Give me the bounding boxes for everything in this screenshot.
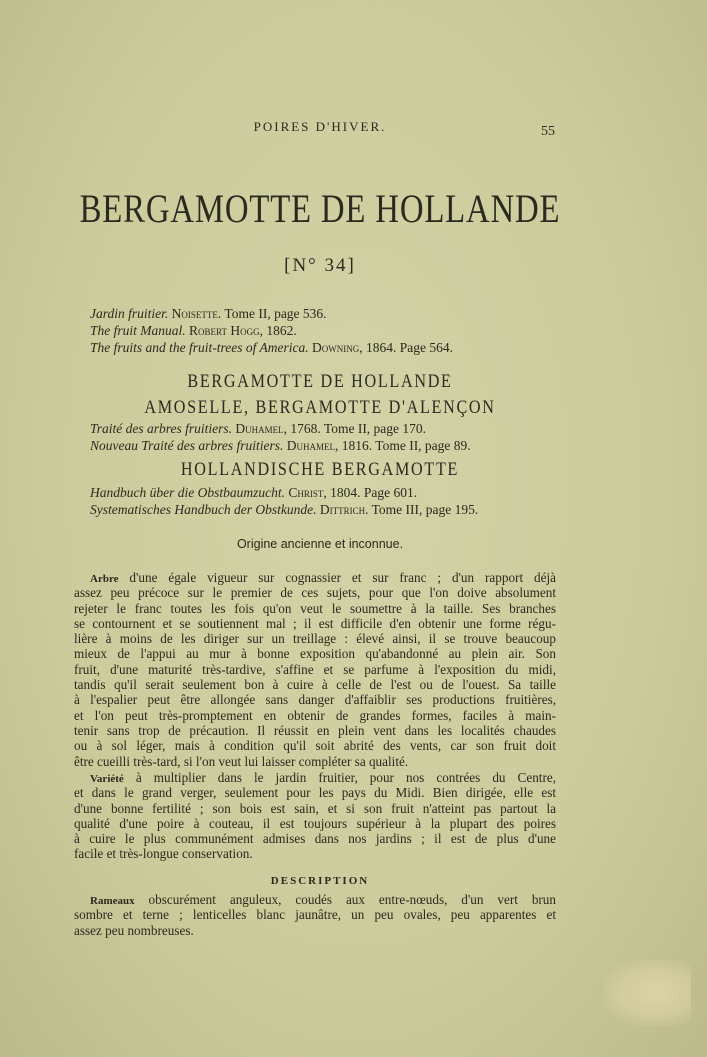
- line-text: qualité d'une poire à couteau, il est toujours supérieur à la plupart des poires: [74, 815, 556, 831]
- lead-word: Arbre: [90, 573, 119, 585]
- running-head: POIRES D'HIVER.: [253, 119, 387, 134]
- text-line: [74, 831, 556, 846]
- reference-title: Handbuch über die Obstbaumzucht.: [90, 485, 285, 500]
- line-text: mieux de l'appui au mur à bonne exposition qu'abandonné au plein air. Son: [74, 646, 556, 662]
- line-text: tenir sans trop de précaution. Il réussit en plein vent dans les localités chaudes: [74, 722, 556, 738]
- paragraph-variete: [74, 770, 556, 862]
- text-line: [74, 801, 556, 816]
- reference-line: [90, 485, 417, 501]
- origin-subheading: Origine ancienne et inconnue.: [236, 537, 404, 551]
- line-text: tandis qu'il serait seulement bon à cuire à celle de l'est ou de l'ouest. Sa taille: [74, 677, 556, 693]
- reference-author: Christ,: [288, 485, 327, 500]
- line-text: facile et très-longue conservation.: [74, 846, 253, 862]
- reference-detail: 1816. Tome II, page 89.: [341, 438, 471, 453]
- reference-author: Noisette.: [171, 306, 222, 321]
- reference-author: Duhamel,: [286, 438, 339, 453]
- paragraph-rameaux: [74, 892, 556, 938]
- reference-line: [90, 323, 297, 339]
- text-line: [74, 907, 556, 922]
- text-line: [74, 923, 556, 938]
- text-line: [74, 692, 556, 707]
- paragraph-arbre: [74, 570, 556, 769]
- line-text: obscurément anguleux, coudés aux entre-nœuds, d'un vert brun: [134, 892, 556, 907]
- synonym-heading: HOLLANDISCHE BERGAMOTTE: [180, 459, 460, 480]
- reference-author: Duhamel,: [235, 421, 288, 436]
- reference-detail: 1864. Page 564.: [366, 340, 453, 355]
- reference-title: The fruits and the fruit-trees of America.: [90, 340, 309, 355]
- reference-title: Jardin fruitier.: [90, 306, 169, 321]
- reference-line: [90, 340, 453, 356]
- line-text: se contournent et se soutiennent mal ; il est difficile d'en obtenir une forme régu-: [74, 615, 556, 631]
- reference-line: [90, 421, 426, 437]
- reference-detail: 1804. Page 601.: [330, 485, 418, 500]
- synonym-heading: BERGAMOTTE DE HOLLANDE: [187, 371, 453, 392]
- text-line: [74, 585, 556, 600]
- line-text: et l'on peut très-promptement en obtenir de grandes formes, faciles à main-: [74, 707, 556, 723]
- lead-word: Rameaux: [90, 895, 135, 907]
- text-line: [74, 723, 556, 738]
- line-text: assez peu nombreuses.: [74, 922, 194, 938]
- reference-title: The fruit Manual.: [90, 323, 186, 338]
- line-text: rejeter le franc toutes les fois qu'on veut le soumettre à la taille. Ses branches: [74, 600, 556, 616]
- line-text: à multiplier dans le jardin fruitier, pour nos contrées du Centre,: [123, 770, 556, 785]
- reference-detail: 1862.: [266, 323, 297, 338]
- reference-detail: 1768. Tome II, page 170.: [290, 421, 427, 436]
- lead-word: Variété: [90, 773, 124, 785]
- reference-detail: Tome III, page 195.: [371, 502, 479, 517]
- line-text: lière à moins de les diriger sur un treillage : élevé ainsi, il se trouve beaucoup: [74, 631, 556, 647]
- reference-title: Traité des arbres fruitiers.: [90, 421, 233, 436]
- line-text: fruit, d'une maturité très-tardive, s'affine et se parfume à l'exposition du midi,: [74, 661, 556, 677]
- text-line: [74, 708, 556, 723]
- line-text: être cueilli très-tard, si l'on veut lui laisser compléter sa qualité.: [74, 753, 409, 769]
- text-line: [74, 677, 556, 692]
- reference-author: Dittrich.: [319, 502, 369, 517]
- text-line: [74, 770, 556, 785]
- reference-line: [90, 306, 327, 322]
- line-text: à l'espalier peut être allongée sans danger d'affaiblir ses productions fruitières,: [74, 692, 556, 708]
- text-line: [74, 570, 556, 585]
- reference-author: Robert Hogg,: [189, 323, 263, 338]
- text-line: [74, 631, 556, 646]
- line-text: d'une égale vigueur sur cognassier et sur franc ; d'un rapport déjà: [118, 570, 556, 585]
- synonym-heading: AMOSELLE, BERGAMOTTE D'ALENÇON: [144, 397, 496, 418]
- line-text: assez peu précoce sur le premier de ces sujets, pour que l'on doive absolument: [74, 585, 556, 601]
- reference-author: Downing,: [312, 340, 363, 355]
- text-line: [74, 616, 556, 631]
- description-heading: DESCRIPTION: [270, 875, 370, 887]
- text-line: [74, 738, 556, 753]
- text-line: [74, 816, 556, 831]
- variety-number: [N° 34]: [284, 255, 356, 276]
- text-line: [74, 846, 556, 861]
- line-text: ou à sol léger, mais à condition qu'il soit abrité des vents, car son fruit doit: [74, 738, 556, 754]
- text-line: [74, 892, 556, 907]
- line-text: sombre et terne ; lenticelles blanc jaunâtre, un peu ovales, peu apparentes et: [74, 907, 556, 923]
- reference-line: [90, 438, 471, 454]
- corner-thumbnail: [603, 960, 691, 1026]
- page-number: 55: [541, 124, 555, 139]
- line-text: d'une bonne fertilité ; son bois est sain, et si son fruit n'atteint pas partout la: [74, 800, 556, 816]
- line-text: et dans le grand verger, seulement pour les pays du Midi. Bien dirigée, elle est: [74, 785, 556, 801]
- reference-title: Systematisches Handbuch der Obstkunde.: [90, 502, 317, 517]
- text-line: [74, 601, 556, 616]
- reference-detail: Tome II, page 536.: [224, 306, 327, 321]
- text-line: [74, 754, 556, 769]
- text-line: [74, 785, 556, 800]
- text-line: [74, 662, 556, 677]
- reference-line: [90, 502, 478, 518]
- page-title: BERGAMOTTE DE HOLLANDE: [79, 186, 561, 231]
- line-text: à cuire le plus communément admises dans nos jardins ; il est de plus d'une: [74, 831, 556, 847]
- reference-title: Nouveau Traité des arbres fruitiers.: [90, 438, 284, 453]
- text-line: [74, 646, 556, 661]
